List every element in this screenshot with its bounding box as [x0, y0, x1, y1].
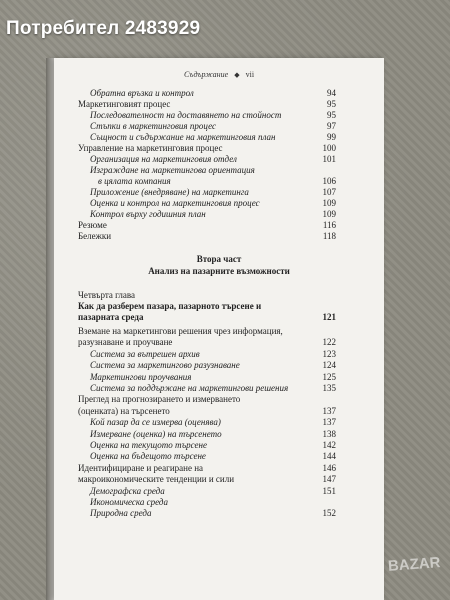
toc-entry-page-number: 118: [322, 231, 336, 241]
toc-entry-text: (оценката) на търсенето: [78, 405, 170, 416]
part-label: Втора част: [196, 254, 242, 264]
toc-entry-text: Оценка на бъдещото търсене: [90, 451, 206, 462]
toc-entry-text: Маркетингови проучвания: [90, 371, 192, 382]
toc-entry-text: Организация на маркетинговия отдел: [90, 154, 237, 164]
toc-entry-page-number: 122: [322, 337, 336, 348]
toc-entry-page-number: 99: [327, 132, 336, 142]
toc-entry-text: Управление на маркетинговия процес: [78, 143, 223, 153]
toc-entry-page-number: 146: [322, 462, 336, 473]
toc-entry-page-number: 97: [327, 121, 336, 131]
toc-entry-text: макроикономическите тенденции и сили: [78, 474, 235, 485]
toc-entry-page-number: 138: [322, 428, 336, 439]
toc-entry-text: Оценка и контрол на маркетинговия процес: [90, 198, 260, 208]
toc-entry-page-number: 100: [322, 143, 336, 153]
toc-entry-text: Система за маркетингово разузнаване: [90, 360, 240, 371]
toc-entry-text: Идентифициране и реагиране на: [78, 462, 204, 473]
chapter-title-line1: Как да разберем пазара, пазарното търсене и: [78, 301, 262, 311]
toc-entry-page-number: 109: [322, 209, 336, 219]
toc-entry-text: Икономическа среда: [90, 497, 168, 507]
toc-entry-text: Приложение (внедряване) на маркетинга: [90, 187, 249, 197]
watermark-user-label: Потребител 2483929: [6, 18, 201, 39]
toc-entry-page-number: 95: [327, 110, 336, 120]
toc-entry-page-number: 137: [322, 417, 336, 428]
toc-entry-page-number: 94: [327, 88, 336, 98]
toc-entry-text: разузнаване и проучване: [78, 337, 173, 348]
header-page-number: vii: [245, 70, 255, 79]
toc-entry-text: Измерване (оценка) на търсенето: [90, 428, 222, 439]
toc-entry-text: Система за вътрешен архив: [90, 348, 200, 359]
chapter-title-line2: пазарната среда: [78, 312, 144, 322]
toc-entry-text: Резюме: [78, 220, 107, 230]
part-title: Анализ на пазарните възможности: [148, 266, 290, 276]
toc-entry-text: Контрол върху годишния план: [90, 209, 206, 219]
toc-entry-text: Изграждане на маркетингова ориентация: [90, 165, 255, 175]
toc-entry-text: Бележки: [78, 231, 112, 241]
toc-entry-text: Оценка на текущото търсене: [90, 440, 207, 450]
toc-entry-page-number: 123: [322, 348, 336, 359]
toc-entry-text: Кой пазар да се измерва (оценява): [90, 417, 221, 428]
chapter-label: Четвърта глава: [78, 290, 135, 300]
toc-entry-text: Вземане на маркетингови решения чрез информация,: [78, 326, 283, 336]
toc-entry-page-number: 144: [322, 451, 336, 462]
toc-entry-text: Маркетинговият процес: [78, 99, 171, 109]
toc-entry-page-number: 107: [322, 187, 336, 197]
toc-entry-page-number: 135: [322, 383, 336, 393]
header-title: Съдържание: [183, 70, 229, 79]
toc-entry-page-number: 147: [322, 474, 336, 485]
toc-entry-page-number: 101: [322, 154, 336, 164]
toc-entry-text: Демографска среда: [90, 485, 165, 496]
toc-entry-page-number: 137: [322, 405, 336, 416]
toc-entry-page-number: 152: [322, 508, 336, 519]
toc-entry-page-number: 125: [322, 371, 336, 382]
toc-entry-page-number: 124: [322, 360, 336, 371]
toc-entry-page-number: 151: [322, 485, 336, 496]
toc-entry-text: Последователност на доставянето на стойност: [90, 110, 282, 120]
toc-entry-text: Природна среда: [90, 508, 152, 519]
toc-entry-text: Същност и съдържание на маркетинговия план: [90, 132, 276, 142]
toc-entry-page-number: 106: [322, 176, 336, 186]
chapter-page-number: 121: [322, 312, 336, 322]
diamond-icon: ◆: [234, 71, 240, 79]
toc-entry-page-number: 116: [322, 220, 336, 230]
toc-entry-text: Стъпки в маркетинговия процес: [90, 121, 216, 131]
toc-entry-text: Преглед на прогнозирането и измерването: [78, 394, 241, 405]
toc-entry-page-number: 95: [327, 99, 336, 109]
toc-entry-page-number: 109: [322, 198, 336, 208]
running-head: [54, 70, 384, 79]
toc-entry-page-number: 142: [322, 440, 336, 450]
site-logo-watermark: BAZAR: [387, 554, 442, 575]
toc-entry-text: Обратна връзка и контрол: [90, 88, 194, 98]
book-page: [54, 58, 384, 600]
toc-entry-text: Система за поддържане на маркетингови решения: [90, 383, 289, 393]
toc-entry-text: в цялата компания: [98, 176, 171, 186]
